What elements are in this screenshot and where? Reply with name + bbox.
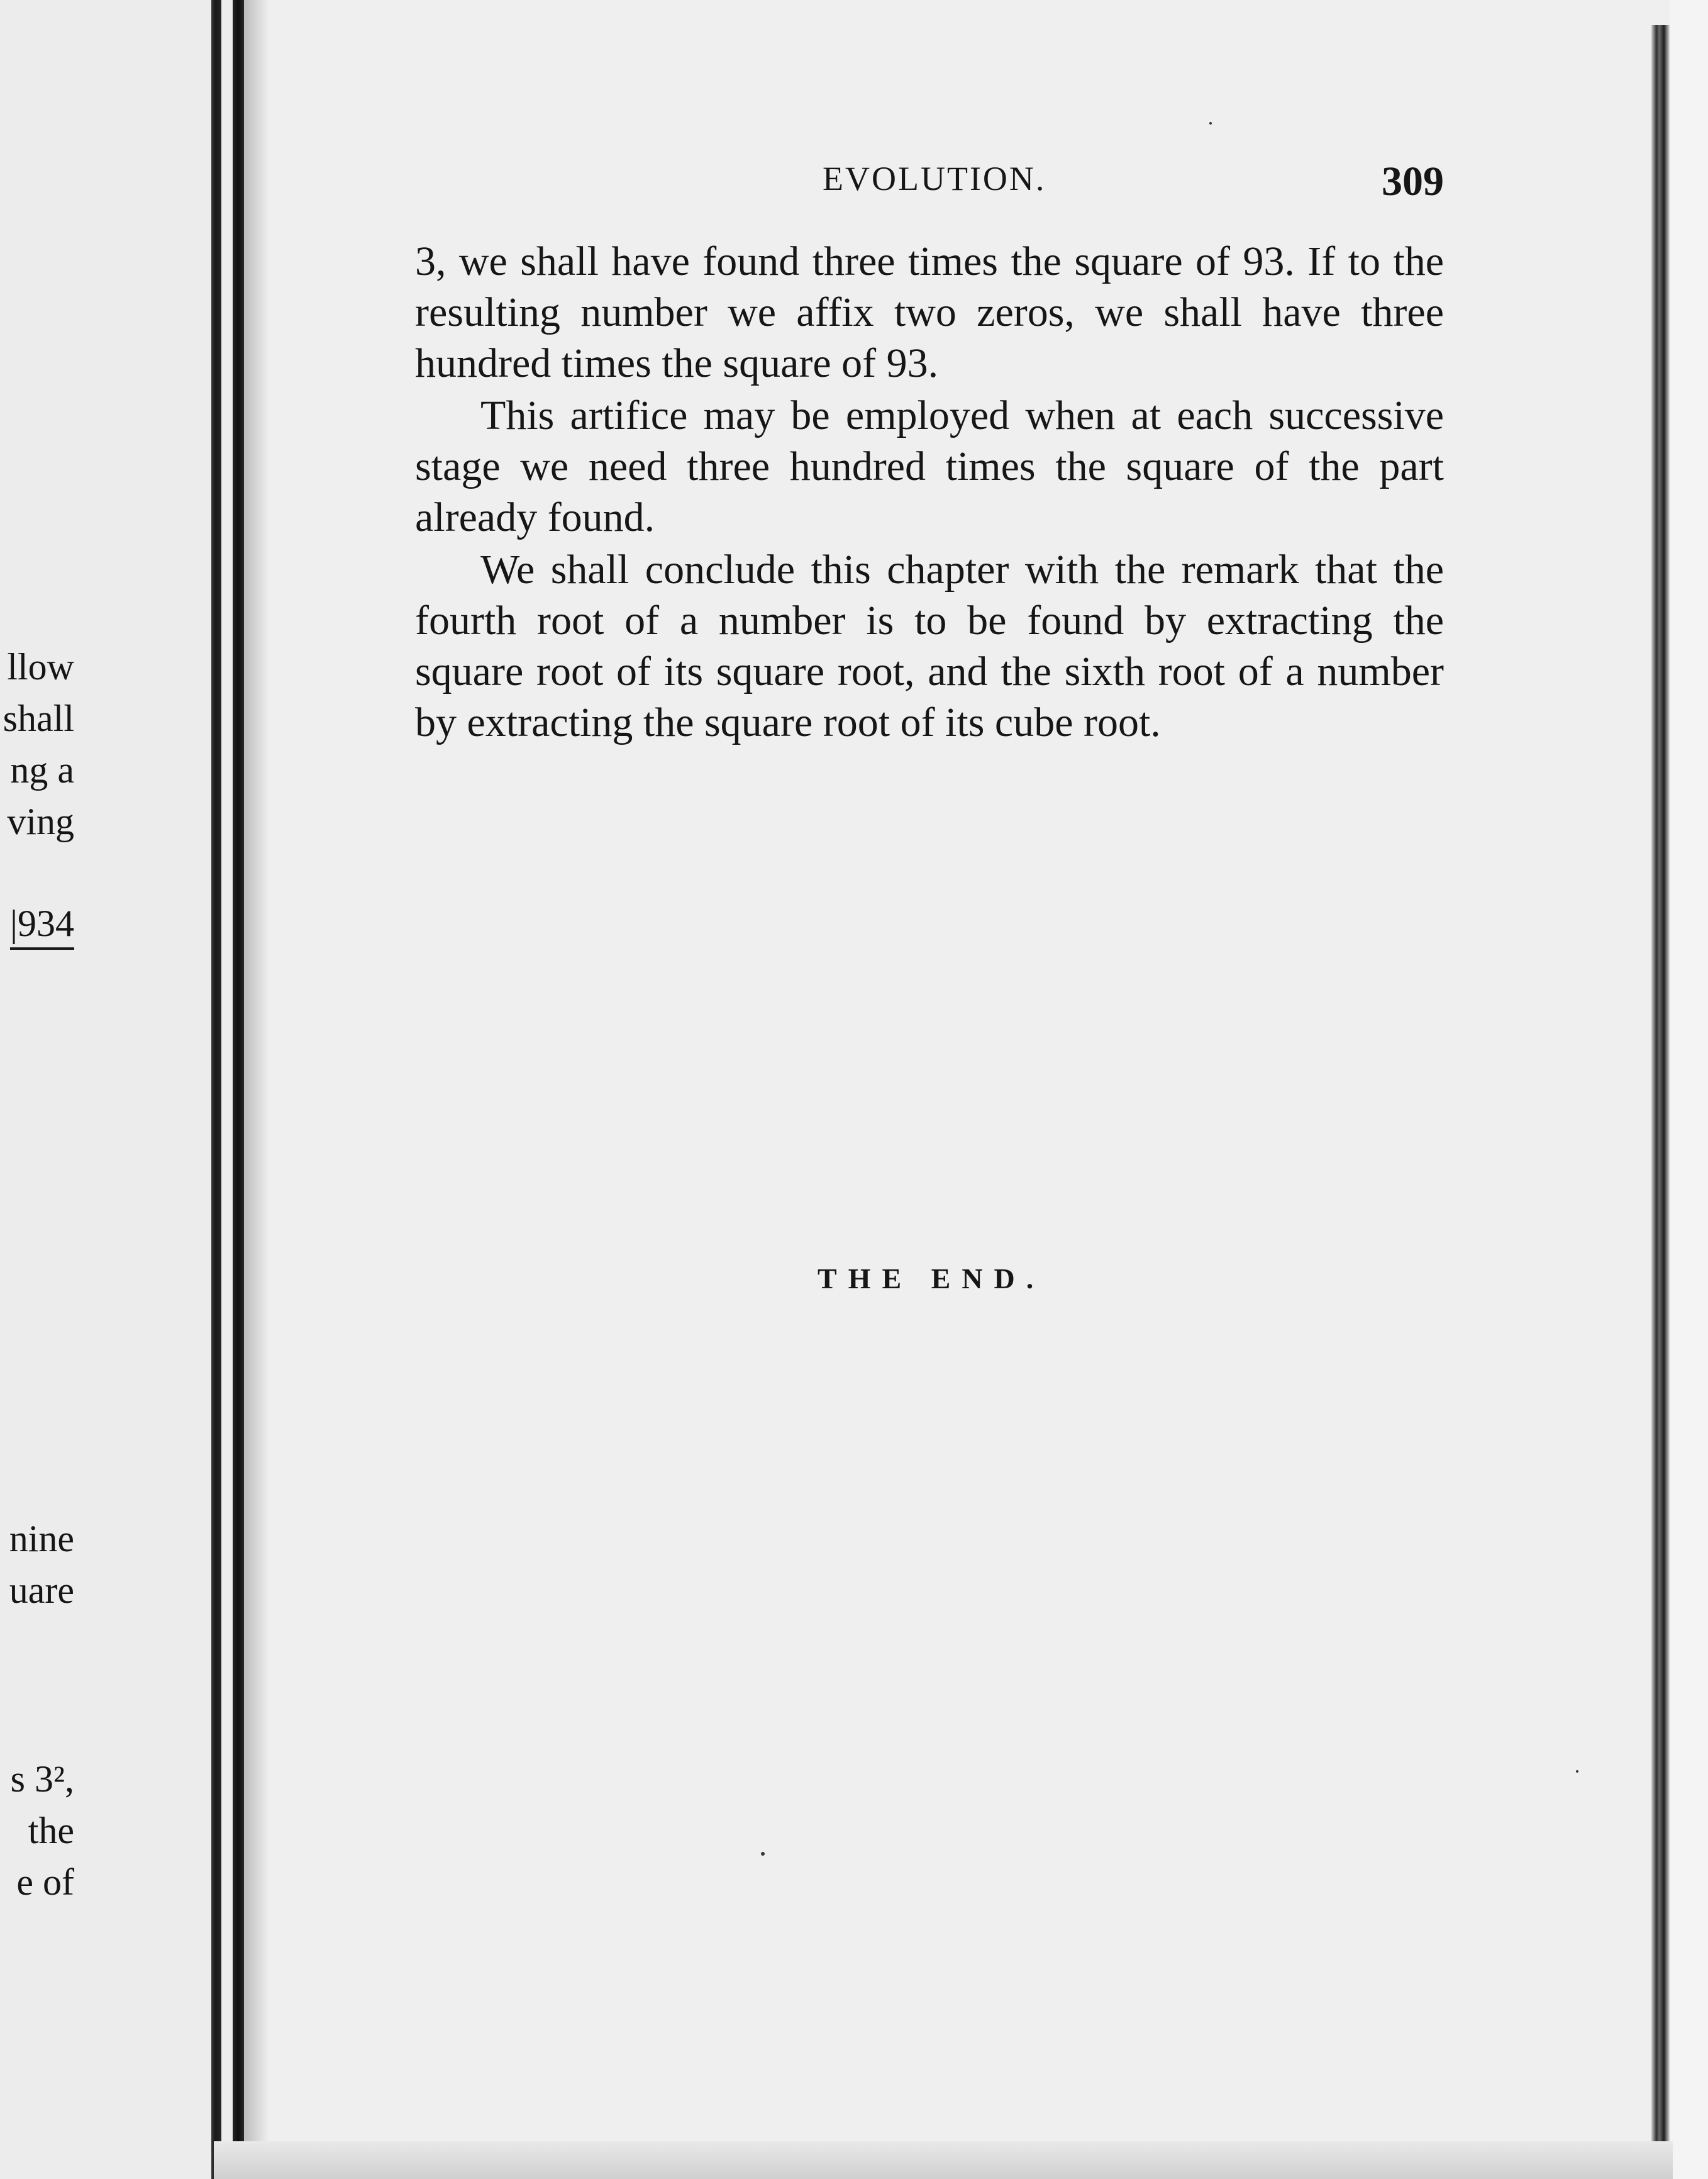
left-fragment: s 3², xyxy=(10,1758,74,1800)
left-fragment: llow xyxy=(7,646,74,688)
left-fragment: uare xyxy=(9,1569,74,1611)
running-head: EVOLUTION. xyxy=(823,160,1046,198)
book-fore-edge xyxy=(1651,25,1670,2145)
ink-speck xyxy=(761,1852,765,1856)
paragraph: We shall conclude this chapter with the remark that the fourth root of a number is to be found by extracting the square root of its square root, and the sixth root of a number by extracting the square root of its cube root. xyxy=(415,547,1444,745)
left-fragment: e of xyxy=(16,1861,74,1903)
page-number: 309 xyxy=(1382,159,1444,204)
left-fragment: the xyxy=(28,1810,74,1851)
page-bottom-edge xyxy=(214,2141,1673,2179)
left-fragment: nine xyxy=(9,1518,74,1559)
binding-shadow xyxy=(211,0,221,2179)
gutter-fade xyxy=(244,0,269,2179)
binding-gutter xyxy=(233,0,244,2179)
ink-speck xyxy=(1576,1770,1578,1773)
left-fragment: |934 xyxy=(10,905,74,950)
paragraph: 3, we shall have found three times the square of 93. If to the resulting number we affix two zeros, we shall have three hundred times the square of 93. xyxy=(415,238,1444,386)
body-text xyxy=(415,236,1444,748)
left-fragment: ving xyxy=(7,801,74,842)
left-page-sliver xyxy=(0,0,239,2179)
ink-speck xyxy=(1209,122,1212,125)
left-fragment: shall xyxy=(3,698,74,739)
closing-line: THE END. xyxy=(818,1262,1045,1295)
page-header xyxy=(415,154,1444,204)
paragraph: This artifice may be employed when at each successive stage we need three hundred times the square of the part already found. xyxy=(415,393,1444,540)
left-fragment: ng a xyxy=(10,749,74,791)
scan-margin xyxy=(1670,0,1708,2179)
